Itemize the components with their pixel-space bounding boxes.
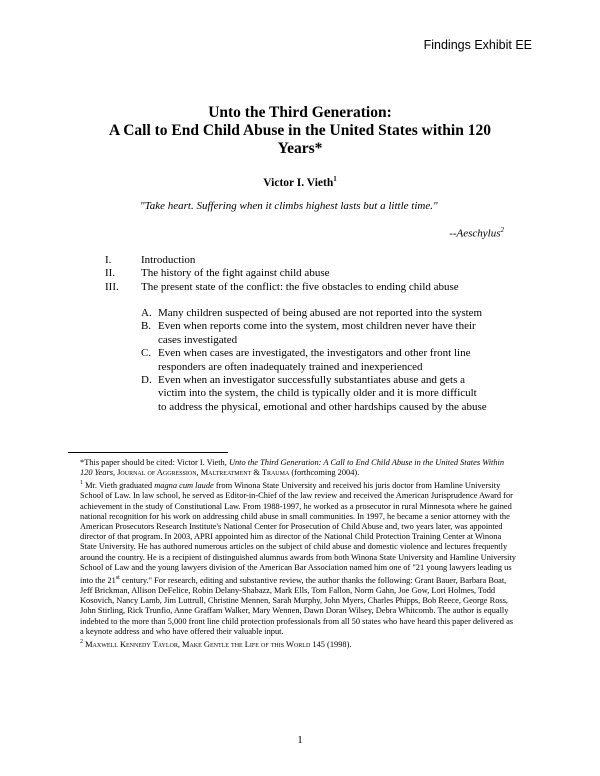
epigraph-footnote-marker: 2 [500,226,504,234]
outline-number: III. [105,280,119,293]
title-line-1: Unto the Third Generation: [208,104,392,121]
outline-text: The history of the fight against child abuse [141,267,330,280]
sub-item [141,374,521,414]
sub-item-line: victim into the system, the child is typically older and it is more difficult [158,387,477,400]
footnote-1: $^1$ Mr. Vieth graduated magna cum laude from Winona State University and received his juris doctor from Hamline University School of Law. In law school, he served as Editor-in-Chief of the law review and received the American Jurisprudence Award for achievement in the study of Constitutional Law. From 1988-1997, he worked as a prosecutor in rural Minnesota where he gained national recognition for his work on addressing child abuse in small communities. In 1997, he became a senior attorney with the American Prosecutors Research Institute's National Center for Prosecution of Child Abuse and, two years later, was appointed director of that program. In 2003, APRI appointed him as director of the National Child Protection Training Center at Winona State University. He has authored numerous articles on the subject of child abuse and domestic violence and lectures frequently around the country. He is a recipient of distinguished alumnus awards from both Winona State University and Hamline University School of Law and the young lawyers division of the American Bar Association named him one of "21 young lawyers leading us into the 21st century." For research, editing and substantive review, the author thanks the following: Grant Bauer, Barbara Boat, Jeff Brickman, Allison DeFelice, Robin Delany-Shabazz, Mark Ells, Tom Fallon, Norm Gahn, Joe Gow, Lori Holmes, Todd Kosovich, Nancy Lamb, Jim Luttrull, Christine Mennen, Sarah Murphy, John Myers, Charles Phipps, Bob Reece, George Ross, John Stirling, Rick Trunfio, Anne Graffam Walker, Mary Wennen, Dawn Doran Wilsey, Debra Whitcomb. The author is equally indebted to the more than 5,000 front line child protection professionals from all 50 states who have heard this paper delivered as a keynote address and who have offered their valuable input. [80,480,516,636]
exhibit-label: Findings Exhibit EE [423,38,532,52]
footnote-divider [68,452,228,453]
title-line-3: Years* [277,140,323,157]
outline-number: I. [105,254,112,266]
footnote-marker: 1 [80,480,83,487]
title-line-2: A Call to End Child Abuse in the United States within 120 [109,122,491,139]
sub-item [141,320,521,347]
epigraph-quote: "Take heart. Suffering when it climbs highest lasts but a little time." [140,200,438,212]
footnotes [80,458,518,650]
sub-item-line: cases investigated [158,333,238,346]
outline-item [105,267,525,280]
outline-item [105,281,525,294]
page-title [100,104,500,158]
journal-name: , Journal of Aggression, Maltreatment & Trauma [112,468,290,478]
outline-list [105,254,525,294]
sub-item-letter: C. [141,347,152,360]
outline-number: II. [105,267,116,280]
footnote-marker: 2 [80,639,83,646]
sub-item-letter: A. [141,307,152,319]
cited-source: Maxwell Kennedy Taylor, Make Gentle the Life of this World [83,639,311,649]
sub-outline-list [141,307,521,414]
cited-work-title: Unto the Third Generation: A Call to End Child Abuse in the United States Within 120 Years [80,458,505,478]
author-footnote-marker: 1 [333,175,337,183]
author-name: Victor I. Vieth [263,176,334,189]
sub-item-line: to address the physical, emotional and other hardships caused by the abuse [158,400,487,413]
sub-item-letter: D. [141,374,152,387]
sub-item-line: Even when cases are investigated, the investigators and other front line [158,347,471,360]
outline-text: The present state of the conflict: the five obstacles to ending child abuse [141,280,459,293]
outline-item [105,254,525,267]
footnote-star: *This paper should be cited: Victor I. Vieth, Unto the Third Generation: A Call to End Child Abuse in the United States Within 120 Years, Journal of Aggression, Maltreatment & Trauma (forthcoming 2004). [80,458,505,478]
epigraph-author: --Aeschylus [449,227,501,240]
footnote-2: $^2$ Maxwell Kennedy Taylor, Make Gentle the Life of this World 145 (1998). [80,639,352,649]
sub-item-line: Many children suspected of being abused are not reported into the system [158,307,483,319]
page-number: 1 [297,734,303,746]
sub-item [141,307,521,320]
sub-item-letter: B. [141,320,152,333]
epigraph-attribution [449,226,504,240]
sub-item-line: responders are often inadequately trained and inexperienced [158,360,423,373]
outline-text: Introduction [141,254,196,266]
sub-item-line: Even when reports come into the system, most children never have their [158,320,476,333]
sub-item [141,347,521,374]
author-byline [0,175,600,189]
sub-item-line: Even when an investigator successfully substantiates abuse and gets a [158,374,466,387]
